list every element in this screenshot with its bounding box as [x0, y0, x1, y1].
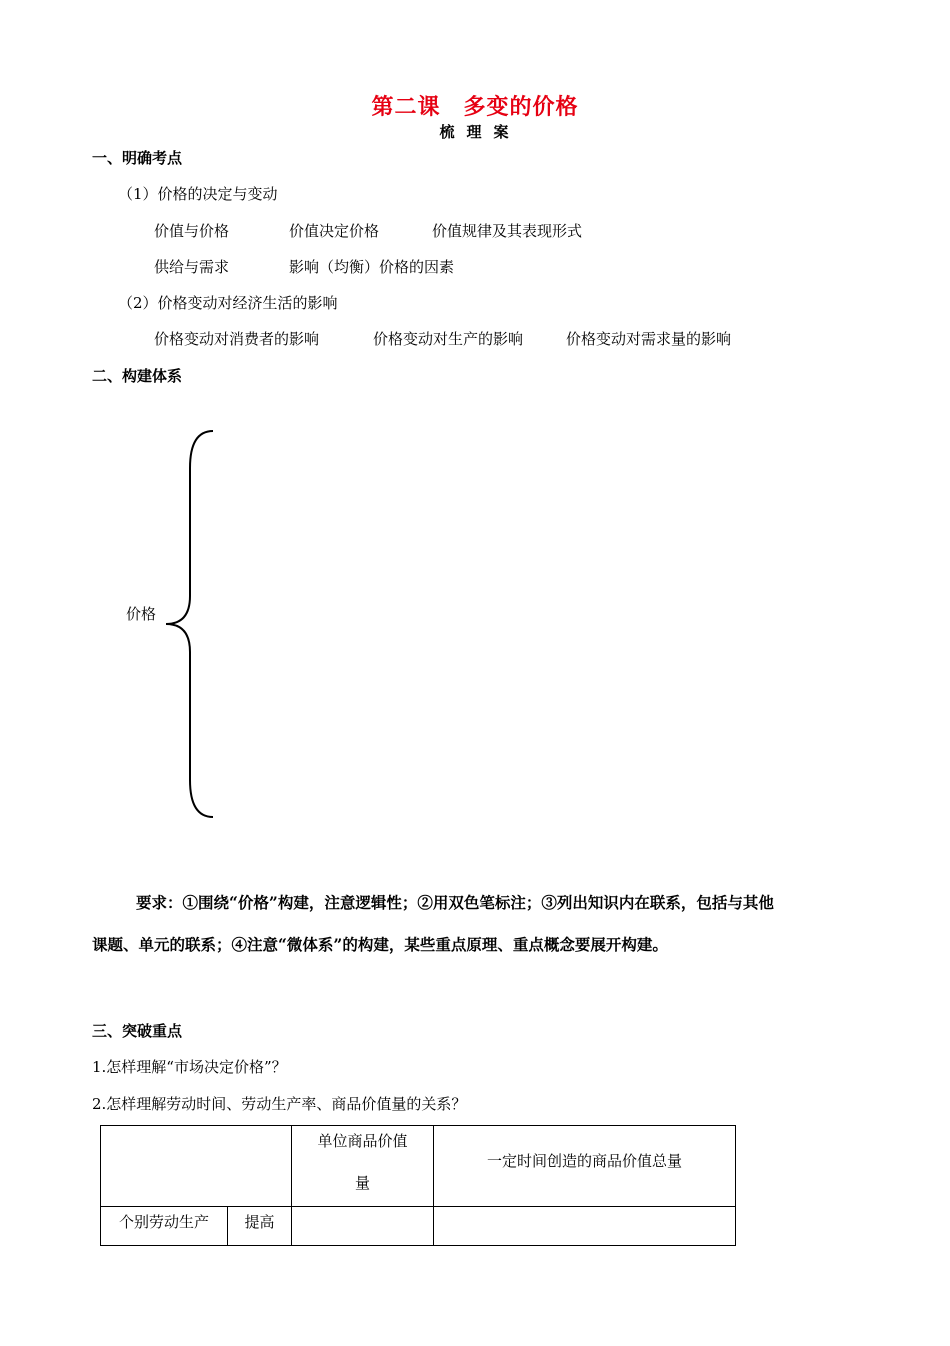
table-header-blank [101, 1126, 292, 1207]
table-header-total-value [434, 1126, 736, 1207]
topic-effect-on-consumers: 价格变动对消费者的影响 [154, 330, 320, 348]
question-1: 1.怎样理解“市场决定价格”？ [92, 1058, 287, 1076]
labor-productivity-table [100, 1125, 736, 1246]
table-header-row [101, 1126, 736, 1207]
table-row [101, 1207, 736, 1246]
row-label-text: 个别劳动生产 [118, 1213, 209, 1231]
topic-effect-on-demand: 价格变动对需求量的影响 [566, 330, 732, 348]
topic-supply-and-demand: 供给与需求 [154, 258, 230, 276]
section-two-heading: 二、构建体系 [92, 367, 183, 385]
requirement-line2: 课题、单元的联系；④注意“微体系”的构建，某些重点原理、重点概念要展开构建。 [92, 935, 668, 954]
section-one-sub2: （2）价格变动对经济生活的影响 [118, 294, 338, 312]
page-subtitle: 梳理案 [439, 123, 521, 141]
unit-value-line2: 量 [354, 1174, 370, 1192]
topic-price-factors: 影响（均衡）价格的因素 [289, 258, 455, 276]
topic-law-of-value: 价值规律及其表现形式 [432, 222, 583, 240]
row-label [101, 1207, 228, 1246]
section-one-heading: 一、明确考点 [92, 149, 183, 167]
topic-value-determines-price: 价值决定价格 [289, 222, 380, 240]
total-value-label: 一定时间创造的商品价值总量 [486, 1151, 682, 1170]
requirement-line1: 要求：①围绕“价格”构建，注意逻辑性；②用双色笔标注；③列出知识内在联系，包括与其他 [136, 893, 774, 912]
page-title: 第二课 多变的价格 [371, 94, 579, 120]
section-three-heading: 三、突破重点 [92, 1022, 183, 1040]
section-one-sub1: （1）价格的决定与变动 [118, 185, 278, 203]
row-change [228, 1207, 292, 1246]
row-total-value-cell [434, 1207, 736, 1246]
brace-label: 价格 [126, 605, 157, 623]
curly-brace [160, 428, 220, 820]
table-header-unit-value [292, 1126, 434, 1207]
topic-effect-on-production: 价格变动对生产的影响 [373, 330, 524, 348]
unit-value-line1: 单位商品价值 [317, 1132, 408, 1150]
question-2: 2.怎样理解劳动时间、劳动生产率、商品价值量的关系？ [92, 1095, 467, 1113]
row-unit-value-cell [292, 1207, 434, 1246]
topic-value-and-price: 价值与价格 [154, 222, 230, 240]
row-change-text: 提高 [244, 1213, 275, 1231]
